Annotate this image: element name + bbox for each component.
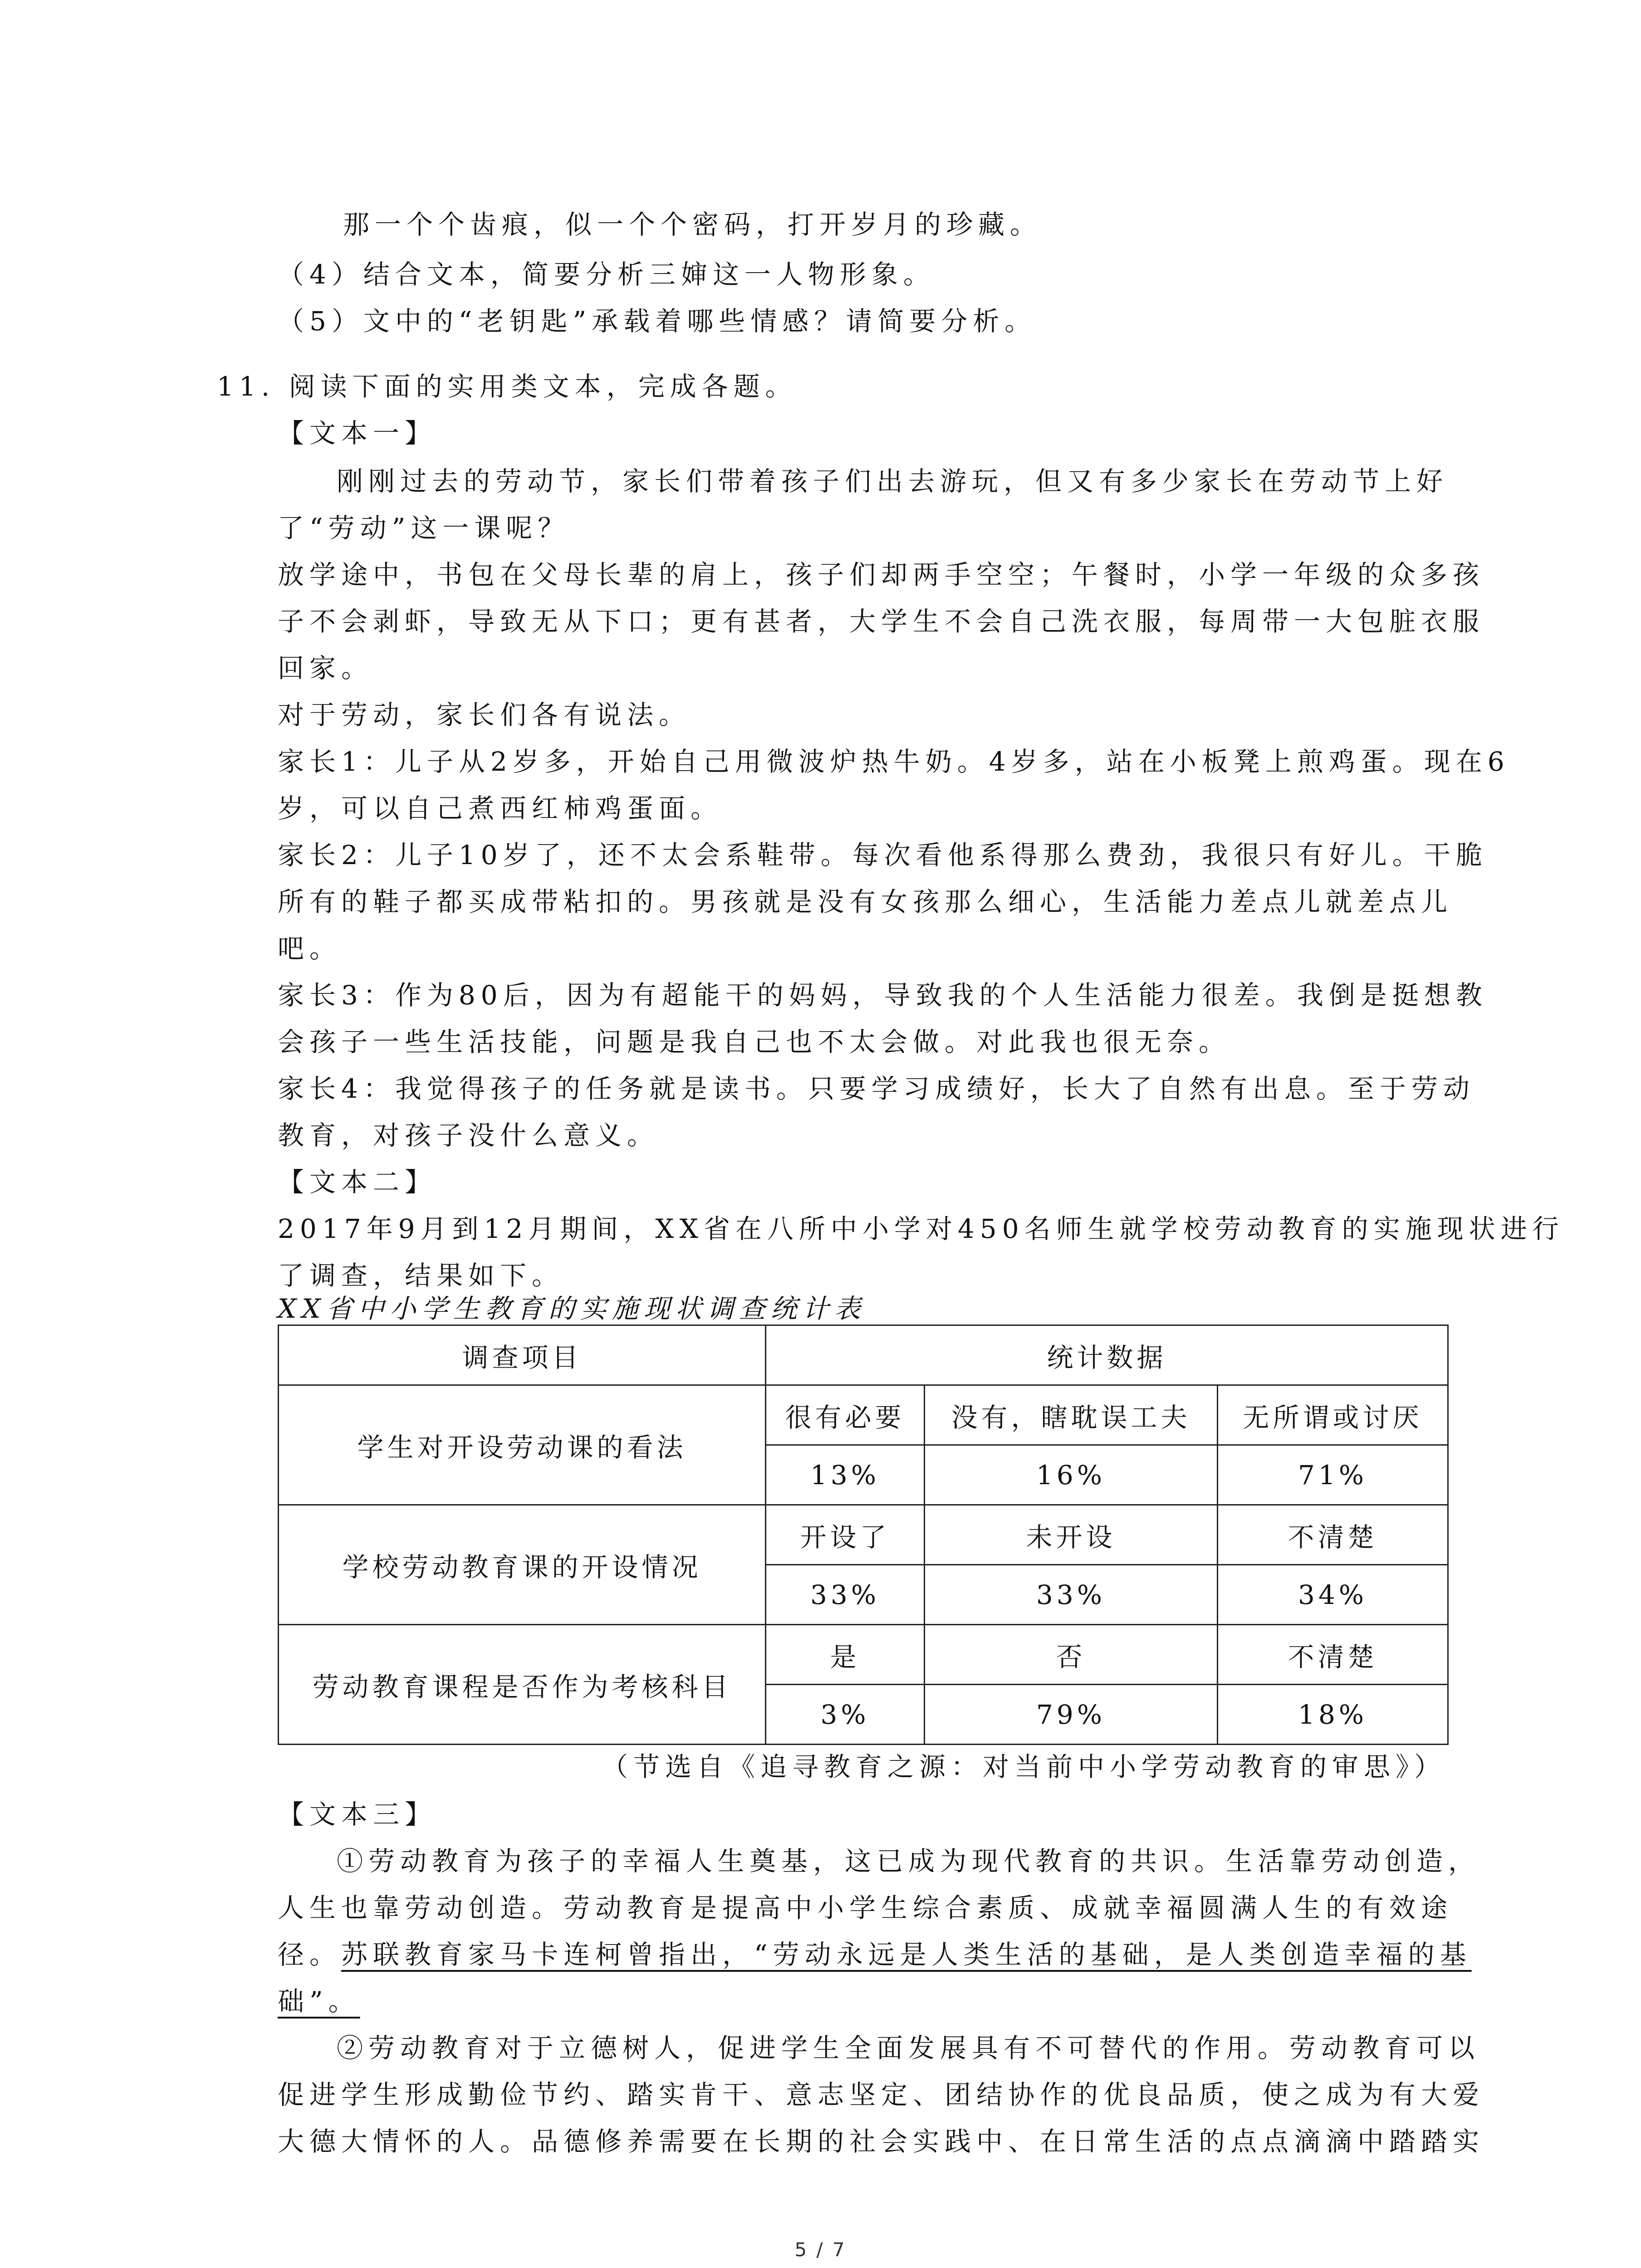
table-value-cell: 13% [766,1445,925,1505]
table-header-row [279,1325,1448,1385]
table-item-cell: 学生对开设劳动课的看法 [279,1385,766,1505]
table-value-cell: 16% [925,1445,1218,1505]
question-5: （5）文中的“老钥匙”承载着哪些情感？请简要分析。 [278,306,1037,337]
table-value-cell: 3% [766,1685,925,1745]
table-row [279,1505,1448,1565]
table-option-cell: 很有必要 [766,1385,925,1445]
text-line: 径。苏联教育家马卡连柯曾指出，“劳动永远是人类生活的基础，是人类创造幸福的基 [278,1939,1472,1970]
table-item-cell: 学校劳动教育课的开设情况 [279,1505,766,1625]
text-line: 那一个个齿痕，似一个个密码，打开岁月的珍藏。 [343,209,1042,240]
text-line: 大德大情怀的人。品德修养需要在长期的社会实践中、在日常生活的点点滴滴中踏踏实 [278,2126,1485,2157]
section-heading-text-1: 【文本一】 [278,418,437,449]
table-item-cell: 劳动教育课程是否作为考核科目 [279,1625,766,1745]
section-heading-text-2: 【文本二】 [278,1167,437,1198]
underlined-quote: 苏联教育家马卡连柯曾指出，“劳动永远是人类生活的基础，是人类创造幸福的基 [341,1939,1472,1970]
text-line: 教育，对孩子没什么意义。 [278,1120,659,1151]
text-line: 人生也靠劳动创造。劳动教育是提高中小学生综合素质、成就幸福圆满人生的有效途 [278,1892,1453,1923]
text-line: 放学途中，书包在父母长辈的肩上，孩子们却两手空空；午餐时，小学一年级的众多孩 [278,559,1485,590]
table-option-cell: 开设了 [766,1505,925,1565]
survey-table [278,1325,1449,1745]
table-option-cell: 是 [766,1625,925,1685]
table-row [279,1385,1448,1445]
text-line: 子不会剥虾，导致无从下口；更有甚者，大学生不会自己洗衣服，每周带一大包脏衣服 [278,606,1485,637]
section-heading-text-3: 【文本三】 [278,1799,437,1830]
table-option-cell: 没有，瞎耽误工夫 [925,1385,1218,1445]
text-line: 家长3：作为80后，因为有超能干的妈妈，导致我的个人生活能力很差。我倒是挺想教 [278,980,1488,1011]
text-line: 了调查，结果如下。 [278,1260,564,1291]
text-line: 对于劳动，家长们各有说法。 [278,699,691,730]
text-line: 家长2：儿子10岁了，还不太会系鞋带。每次看他系得那么费劲，我很只有好儿。干脆 [278,840,1488,870]
text-line: 岁，可以自己煮西红柿鸡蛋面。 [278,793,723,824]
text-line: 家长1：儿子从2岁多，开始自己用微波炉热牛奶。4岁多，站在小板凳上煎鸡蛋。现在6 [278,746,1510,777]
table-option-cell: 否 [925,1625,1218,1685]
table-header-cell: 统计数据 [766,1325,1448,1385]
text-line: 础”。 [278,1986,360,2017]
source-citation: （节选自《追寻教育之源：对当前中小学劳动教育的审思》） [601,1751,1446,1782]
text-line: 2017年9月到12月期间，XX省在八所中小学对450名师生就学校劳动教育的实施现状进行 [278,1213,1564,1244]
table-value-cell: 71% [1218,1445,1448,1505]
table-option-cell: 无所谓或讨厌 [1218,1385,1448,1445]
text-line: 吧。 [278,933,342,964]
text-line: 会孩子一些生活技能，问题是我自己也不太会做。对此我也很无奈。 [278,1026,1231,1057]
table-value-cell: 33% [766,1565,925,1625]
text-line: 刚刚过去的劳动节，家长们带着孩子们出去游玩，但又有多少家长在劳动节上好 [337,466,1449,497]
table-caption: XX省中小学生教育的实施现状调查统计表 [278,1293,866,1324]
table-option-cell: 不清楚 [1218,1625,1448,1685]
table-value-cell: 33% [925,1565,1218,1625]
text-line: 家长4：我觉得孩子的任务就是读书。只要学习成绩好，长大了自然有出息。至于劳动 [278,1073,1475,1104]
text-line: 所有的鞋子都买成带粘扣的。男孩就是没有女孩那么细心，生活能力差点儿就差点儿 [278,886,1453,917]
question-11-title: 11. 阅读下面的实用类文本，完成各题。 [217,371,797,402]
table-option-cell: 未开设 [925,1505,1218,1565]
page-number: 5 / 7 [794,2239,847,2261]
text-line: ②劳动教育对于立德树人，促进学生全面发展具有不可替代的作用。劳动教育可以 [337,2033,1480,2063]
table-value-cell: 34% [1218,1565,1448,1625]
text-line: 促进学生形成勤俭节约、踏实肯干、意志坚定、团结协作的优良品质，使之成为有大爱 [278,2079,1485,2110]
table-value-cell: 79% [925,1685,1218,1745]
question-4: （4）结合文本，简要分析三婶这一人物形象。 [278,259,935,290]
text-line: ①劳动教育为孩子的幸福人生奠基，这已成为现代教育的共识。生活靠劳动创造， [337,1846,1480,1877]
table-row [279,1625,1448,1685]
table-value-cell: 18% [1218,1685,1448,1745]
text-line: 了“劳动”这一课呢？ [278,513,570,543]
table-header-cell: 调查项目 [279,1325,766,1385]
table-option-cell: 不清楚 [1218,1505,1448,1565]
text-line: 回家。 [278,653,373,684]
